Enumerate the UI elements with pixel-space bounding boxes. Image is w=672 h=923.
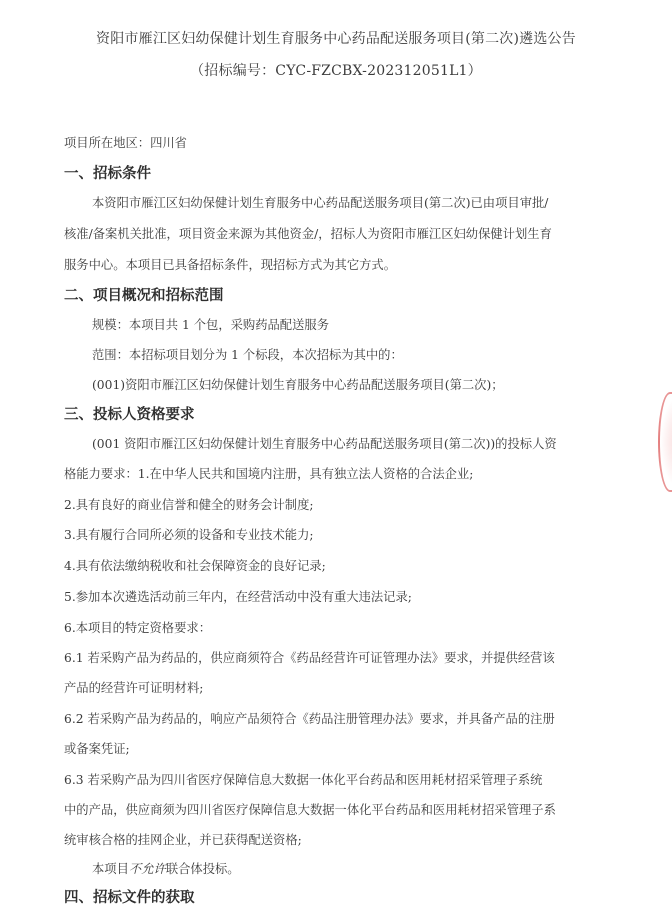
section-heading-3: 三、投标人资格要求: [64, 407, 195, 423]
scope-line: 范围：本招标项目划分为 1 个标段，本次招标为其中的：: [92, 348, 403, 362]
requirement-item: 6.1 若采购产品为药品的，供应商须符合《药品经营许可证管理办法》要求，并提供经营该: [64, 651, 555, 665]
section-heading-1: 一、招标条件: [64, 166, 151, 182]
requirement-item: 6.3 若采购产品为四川省医疗保障信息大数据一体化平台药品和医用耗材招采管理子系统: [64, 773, 543, 787]
requirement-item: 4.具有依法缴纳税收和社会保障资金的良好记录;: [64, 559, 326, 573]
requirement-item-cont: 产品的经营许可证明材料;: [64, 681, 204, 695]
consortium-suffix: 联合体投标。: [165, 862, 240, 876]
requirement-item-cont: 或备案凭证;: [64, 742, 130, 756]
requirement-item-cont: 中的产品，供应商须为四川省医疗保障信息大数据一体化平台药品和医用耗材招采管理子系: [64, 803, 556, 817]
lot-item: (001)资阳市雁江区妇幼保健计划生育服务中心药品配送服务项目(第二次)；: [92, 378, 504, 392]
consortium-not-allowed: 不允许: [128, 862, 166, 876]
project-location: 项目所在地区：四川省: [64, 136, 187, 150]
paragraph-line: (001 资阳市雁江区妇幼保健计划生育服务中心药品配送服务项目(第二次))的投标人资: [92, 437, 557, 451]
paragraph-line: 本资阳市雁江区妇幼保健计划生育服务中心药品配送服务项目(第二次)已由项目审批/: [92, 196, 549, 210]
requirement-item: 6.2 若采购产品为药品的，响应产品须符合《药品注册管理办法》要求，并具备产品的注册: [64, 712, 555, 726]
paragraph-line: 服务中心。本项目已具备招标条件，现招标方式为其它方式。: [64, 258, 397, 272]
requirement-item: 2.具有良好的商业信誉和健全的财务会计制度;: [64, 498, 314, 512]
consortium-statement: [92, 859, 240, 877]
seal-stamp-edge: [658, 392, 672, 492]
section-heading-4: 四、招标文件的获取: [64, 890, 195, 906]
requirement-item-cont: 统审核合格的挂网企业，并已获得配送资格;: [64, 833, 302, 847]
paragraph-line: 格能力要求：1.在中华人民共和国境内注册，具有独立法人资格的合法企业;: [64, 467, 474, 481]
tender-number: （招标编号：CYC-FZCBX-202312051L1）: [190, 63, 482, 79]
consortium-prefix: 本项目: [92, 862, 129, 876]
paragraph-line: 核准/备案机关批准，项目资金来源为其他资金/，招标人为资阳市雁江区妇幼保健计划生育: [64, 227, 552, 241]
scale-line: 规模：本项目共 1 个包，采购药品配送服务: [92, 318, 329, 332]
document-title: 资阳市雁江区妇幼保健计划生育服务中心药品配送服务项目(第二次)遴选公告: [96, 31, 576, 47]
requirement-item: 3.具有履行合同所必须的设备和专业技术能力;: [64, 528, 314, 542]
requirement-item: 6.本项目的特定资格要求：: [64, 621, 211, 635]
section-heading-2: 二、项目概况和招标范围: [64, 288, 224, 304]
requirement-item: 5.参加本次遴选活动前三年内，在经营活动中没有重大违法记录;: [64, 590, 412, 604]
